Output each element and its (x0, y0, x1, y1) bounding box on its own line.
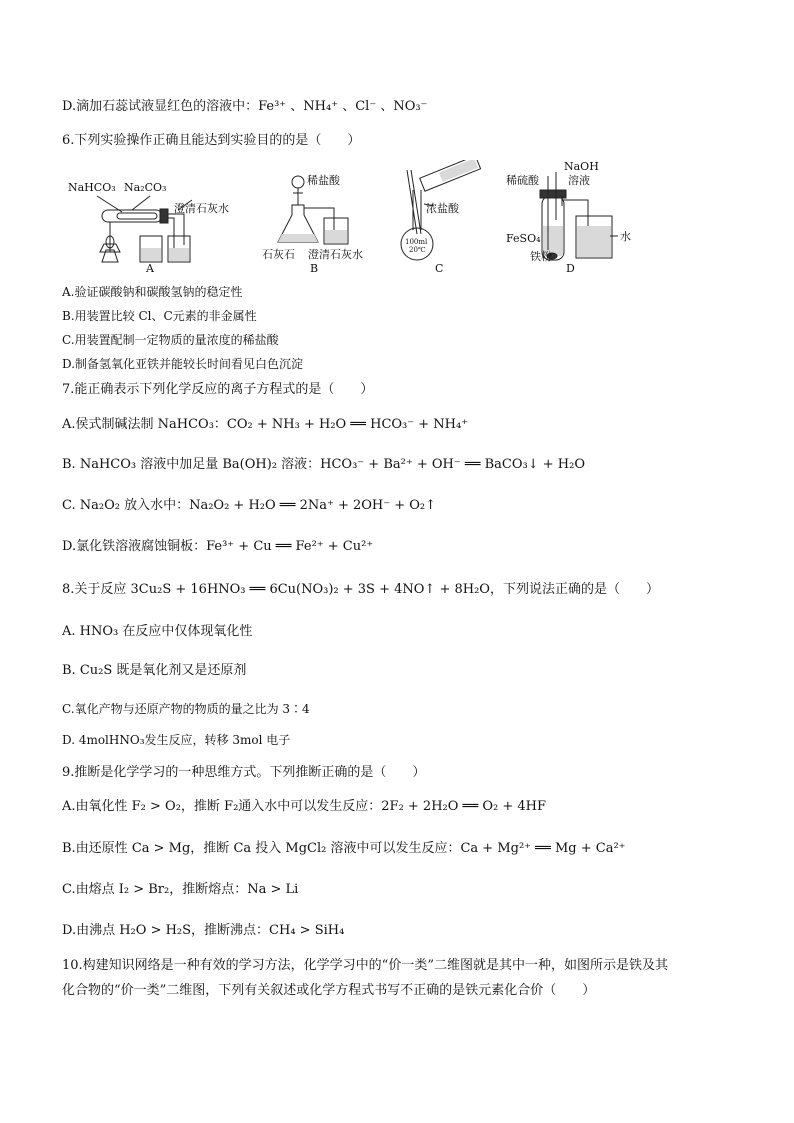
caption-b: B (310, 262, 319, 275)
question-6-option-a: A.验证碳酸钠和碳酸氢钠的稳定性 (62, 285, 243, 299)
label-flask-temp: 20℃ (409, 246, 426, 254)
question-7-option-b: B. NaHCO₃ 溶液中加足量 Ba(OH)₂ 溶液：HCO₃⁻ + Ba²⁺ + OH⁻ ══ BaCO₃↓ + H₂O (62, 457, 586, 472)
label-na2co3: Na₂CO₃ (124, 181, 167, 194)
apparatus-c (401, 160, 481, 275)
label-h2so4: 稀硫酸 (506, 174, 539, 187)
question-9-option-d: D.由沸点 H₂O > H₂S，推断沸点：CH₄ > SiH₄ (62, 923, 345, 938)
apparatus-b (262, 173, 363, 275)
label-acid-c: 浓盐酸 (426, 202, 459, 215)
question-7-stem: 7.能正确表示下列化学反应的离子方程式的是（ ） (62, 382, 374, 397)
label-nahco3: NaHCO₃ (68, 181, 116, 194)
apparatus-a (68, 181, 229, 275)
question-9-option-c: C.由熔点 I₂ > Br₂，推断熔点：Na > Li (62, 882, 299, 897)
label-acid-b: 稀盐酸 (307, 174, 340, 187)
question-10-line-1: 10.构建知识网络是一种有效的学习方法，化学学习中的“价一类”二维图就是其中一种，如图所示是铁及其 (62, 958, 668, 973)
caption-d: D (566, 262, 575, 275)
question-10-line-2: 化合物的“价一类”二维图，下列有关叙述或化学方程式书写不正确的是铁元素化合价（ ） (62, 983, 596, 998)
question-7-option-c: C. Na₂O₂ 放入水中：Na₂O₂ + H₂O ══ 2Na⁺ + 2OH⁻ + O₂↑ (62, 498, 437, 513)
question-6-figure (62, 160, 662, 280)
option-5d: D.滴加石蕊试液显红色的溶液中：Fe³⁺ 、NH₄⁺ 、Cl⁻ 、NO₃⁻ (62, 99, 428, 114)
label-water: 水 (620, 230, 631, 243)
question-8-option-d: D. 4molHNO₃发生反应，转移 3mol 电子 (62, 733, 291, 747)
question-7-option-d: D.氯化铁溶液腐蚀铜板：Fe³⁺ + Cu ══ Fe²⁺ + Cu²⁺ (62, 539, 374, 554)
question-8-option-c: C.氧化产物与还原产物的物质的量之比为 3∶4 (62, 702, 310, 716)
caption-c: C (435, 262, 444, 275)
question-9-stem: 9.推断是化学学习的一种思维方式。下列推断正确的是（ ） (62, 765, 426, 780)
label-feso4: FeSO₄ (506, 232, 541, 245)
question-8-stem: 8.关于反应 3Cu₂S + 16HNO₃ ══ 6Cu(NO₃)₂ + 3S + 4NO↑ + 8H₂O，下列说法正确的是（ ） (62, 582, 659, 597)
caption-a: A (146, 262, 154, 275)
label-limestone: 石灰石 (262, 248, 295, 261)
question-9-option-b: B.由还原性 Ca > Mg，推断 Ca 投入 MgCl₂ 溶液中可以发生反应：Ca + Mg²⁺ ══ Mg + Ca²⁺ (62, 841, 626, 856)
question-8-option-a: A. HNO₃ 在反应中仅体现氧化性 (62, 624, 253, 639)
apparatus-d (506, 160, 631, 275)
label-iron: 铁粉 (530, 250, 552, 263)
label-limewater-b: 澄清石灰水 (308, 248, 363, 261)
question-6-stem: 6.下列实验操作正确且能达到实验目的的是（ ） (62, 133, 361, 148)
question-6-option-c: C.用装置配制一定物质的量浓度的稀盐酸 (62, 333, 279, 347)
question-7-option-a: A.侯式制碱法制 NaHCO₃：CO₂ + NH₃ + H₂O ══ HCO₃⁻ + NH₄⁺ (62, 417, 469, 432)
question-9-option-a: A.由氧化性 F₂ > O₂，推断 F₂通入水中可以发生反应：2F₂ + 2H₂O ══ O₂ + 4HF (62, 799, 546, 814)
label-limewater-a: 澄清石灰水 (174, 202, 229, 215)
label-naoh: NaOH (564, 160, 599, 173)
question-6-option-d: D.制备氢氧化亚铁并能较长时间看见白色沉淀 (62, 357, 304, 371)
question-8-option-b: B. Cu₂S 既是氧化剂又是还原剂 (62, 663, 247, 678)
label-solution: 溶液 (568, 174, 590, 187)
question-6-option-b: B.用装置比较 Cl、C元素的非金属性 (62, 309, 257, 323)
label-flask-volume: 100ml (405, 238, 428, 246)
